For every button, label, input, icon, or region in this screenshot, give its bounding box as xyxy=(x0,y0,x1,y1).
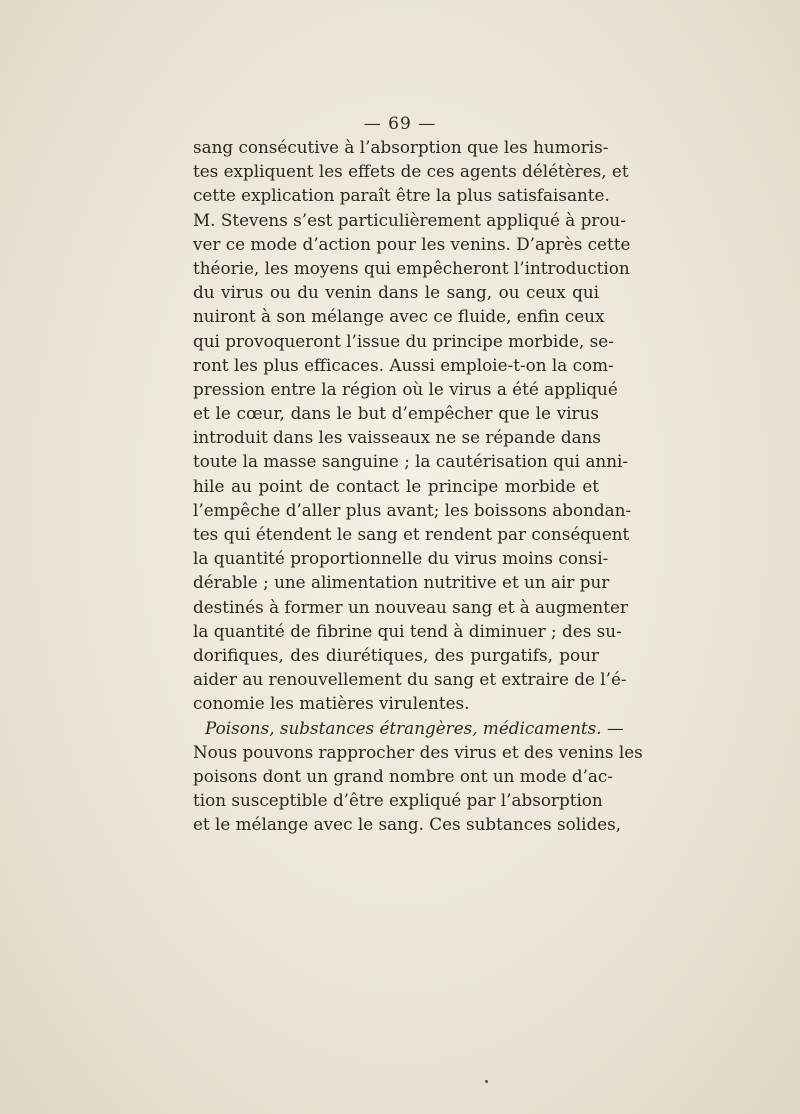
text-line: et le mélange avec le sang. Ces subtances solides, xyxy=(193,814,622,835)
text-line: conomie les matières virulentes. xyxy=(193,693,470,714)
text-line: qui provoqueront l’issue du principe morbide, se- xyxy=(193,330,614,351)
page-number: — 69 — xyxy=(363,114,437,134)
text-line: poisons dont un grand nombre ont un mode d’ac- xyxy=(193,765,613,786)
text-line: hile au point de contact le principe morbide et xyxy=(193,475,599,496)
text-line: tes expliquent les effets de ces agents délétères, et xyxy=(193,161,629,182)
text-line: et le cœur, dans le but d’empêcher que le virus xyxy=(193,403,599,424)
text-line: M. Stevens s’est particulièrement appliqué à prou- xyxy=(193,209,626,230)
text-line: toute la masse sanguine ; la cautérisation qui anni- xyxy=(193,451,629,472)
text-line: dorifiques, des diurétiques, des purgatifs, pour xyxy=(193,644,599,665)
text-line: ront les plus efficaces. Aussi emploie-t-on la com- xyxy=(193,354,614,375)
text-line: la quantité de fibrine qui tend à diminuer ; des su- xyxy=(193,620,622,641)
text-line: aider au renouvellement du sang et extraire de l’é- xyxy=(193,669,627,690)
section-heading-line xyxy=(193,716,624,740)
text-line: la quantité proportionnelle du virus moins consi- xyxy=(193,548,609,569)
text-line: tes qui étendent le sang et rendent par conséquent xyxy=(193,524,630,544)
text-line: ver ce mode d’action pour les venins. D’après cette xyxy=(193,233,631,254)
text-line: théorie, les moyens qui empêcheront l’introduction xyxy=(193,257,630,278)
text-line: pression entre la région où le virus a été appliqué xyxy=(193,378,618,399)
section-heading: Poisons, substances étrangères, médicaments. xyxy=(205,717,602,738)
paper-speck xyxy=(485,1080,488,1083)
text-line: Nous pouvons rapprocher des virus et des venins les xyxy=(193,741,643,762)
text-line: du virus ou du venin dans le sang, ou ceux qui xyxy=(193,282,599,303)
text-line: sang consécutive à l’absorption que les humoris- xyxy=(193,137,609,157)
body-text xyxy=(193,135,643,836)
section-heading-dash: — xyxy=(601,717,624,738)
text-line: cette explication paraît être la plus satisfaisante. xyxy=(193,185,610,206)
text-line: destinés à former un nouveau sang et à augmenter xyxy=(193,596,628,617)
text-line: introduit dans les vaisseaux ne se répande dans xyxy=(193,427,602,448)
text-line: tion susceptible d’être expliqué par l’absorption xyxy=(193,790,603,811)
text-line: dérable ; une alimentation nutritive et un air pur xyxy=(193,572,610,593)
text-line: nuiront à son mélange avec ce fluide, enfin ceux xyxy=(193,306,605,327)
text-line: l’empêche d’aller plus avant; les boissons abondan- xyxy=(193,499,632,520)
